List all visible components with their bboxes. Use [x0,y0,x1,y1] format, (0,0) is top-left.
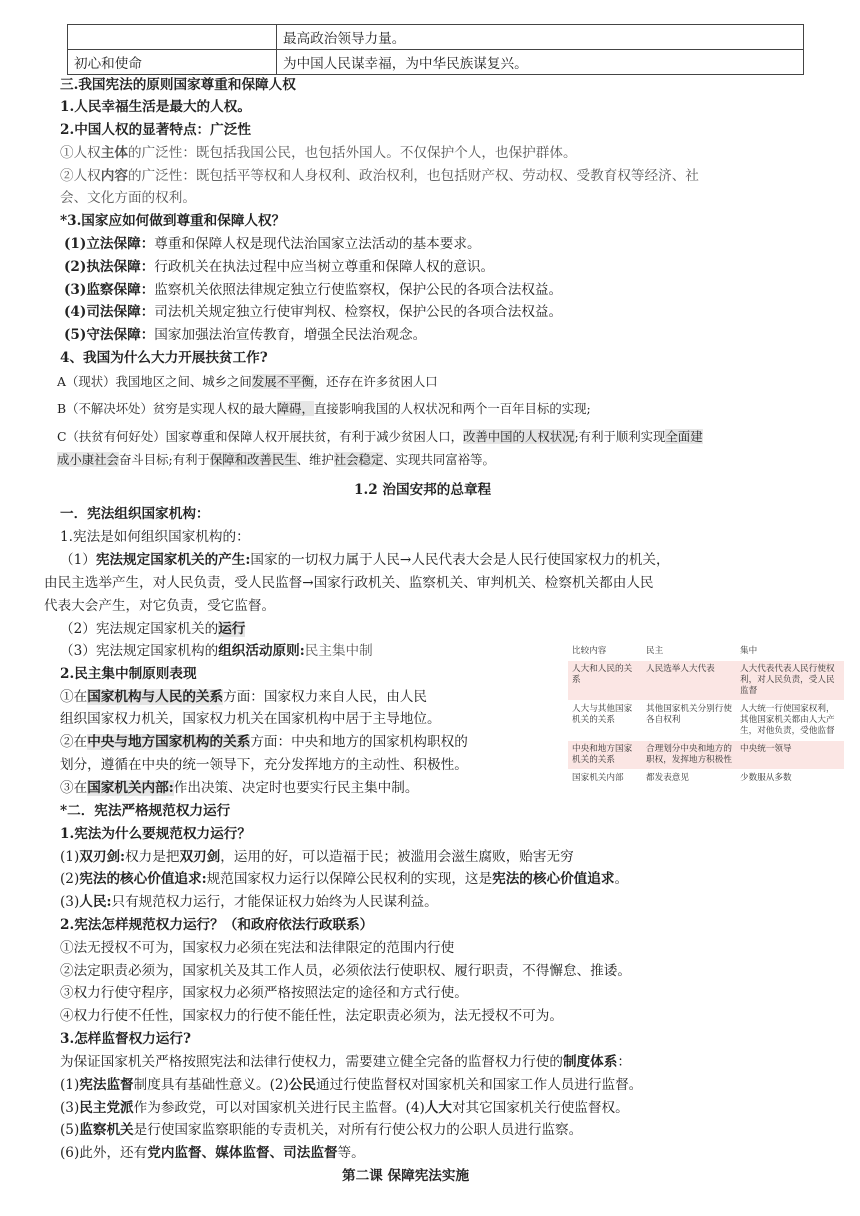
table-row [568,701,844,741]
t2-item-1: ①法无授权不可为，国家权力必须在宪法和法律限定的范围内行使 [60,940,455,956]
q2-item-3 [60,776,418,796]
text: 司法机关规定独立行使审判权、检察权，保护公民的各项合法权益。 [154,304,563,320]
text: 作为参政党，可以对国家机关进行民主监督。(4) [133,1100,425,1116]
q1-item-2 [60,617,245,637]
table-row [568,770,844,788]
t2-item-3: ③权力行使守程序，国家权力必须严格按照法定的途径和方式行使。 [60,985,468,1001]
keyword: 宪法的核心价值追求: [79,871,207,887]
q2-item-2-line2: 划分，遵循在中央的统一领导下，充分发挥地方的主动性、积极性。 [60,757,468,773]
table-cell: 最高政治领导力量。 [277,25,804,50]
table-cell: 中央统一领导 [736,741,844,770]
top-table [67,24,804,75]
highlight: 保障和改善民生 [209,452,297,467]
table-cell: 人大和人民的关系 [568,661,642,701]
text: 、维护 [296,452,334,467]
text: 通过行使监督权对国家机关和国家工作人员进行监督。 [316,1077,643,1093]
q3-item-3 [64,278,562,298]
text: 为保证国家机关严格按照宪法和法律行使权力，需要建立健全完备的监督权力行使的 [60,1054,563,1070]
keyword: 内容 [100,168,128,184]
text: 是行使国家监察职能的专责机关，对所有行使公权力的公职人员进行监察。 [133,1122,583,1138]
keyword: 国家机构与人民的关系 [87,689,224,705]
q2-item-2 [60,730,468,750]
keyword: 党内监督、媒体监督、司法监督 [147,1145,338,1161]
t1-item-3 [60,890,438,910]
keyword: (2)执法保障： [64,259,155,275]
keyword: (1)立法保障： [64,236,155,252]
table-header-row [568,643,844,661]
text: 。 [614,871,629,887]
t2-item-2: ②法定职责必须为，国家机关及其工作人员，必须依法行使职权、履行职责，不得懈怠、推诿。 [60,963,631,979]
highlight: 发展不平衡 [251,374,314,389]
t3-item-5 [60,1118,582,1138]
text: 只有规范权力运行，才能保证权力始终为人民谋利益。 [111,894,438,910]
q4-line-c2 [57,450,495,468]
keyword: 宪法规定国家机关的产生: [95,552,251,568]
q2-item-1 [60,685,427,705]
t3-item-3 [60,1096,629,1116]
keyword: 人大 [424,1100,452,1116]
table-cell: 少数服从多数 [736,770,844,788]
text: 对其它国家机关行使监督权。 [451,1100,629,1116]
comparison-table [568,643,844,788]
text: 国家加强法治宣传教育，增强全民法治观念。 [154,327,427,343]
question-4: 4、我国为什么大力开展扶贫工作? [60,350,268,366]
keyword: 运行 [218,621,246,637]
chapter-heading: 1.2 治国安邦的总章程 [354,482,492,498]
highlight: 改善中国的人权状况 [462,429,575,444]
keyword: 宪法监督 [79,1077,134,1093]
q3-item-5 [64,323,426,343]
text: ，还存在许多贫困人口 [313,374,438,389]
t1-item-2 [60,867,628,887]
keyword: 双刃剑: [79,849,126,865]
keyword: 国家机关内部: [87,780,174,796]
text: 权力是把 [125,849,180,865]
q1-item-3 [60,639,373,659]
q1-item-1 [60,548,670,568]
keyword: 中央与地方国家机构的关系 [87,734,251,750]
t3-item-1 [60,1073,642,1093]
text: （3）宪法规定国家机构的 [60,643,219,659]
highlight: 障碍， [276,401,314,416]
table-row [68,25,804,50]
q1-title: 1.宪法是如何组织国家机构的： [60,529,250,545]
table-cell: 人大与其他国家机关的关系 [568,701,642,741]
q4-line-c [57,427,703,445]
lesson-footer-heading: 第二课 保障宪法实施 [342,1168,470,1184]
text: 等。 [337,1145,365,1161]
keyword: 宪法的核心价值追求 [492,871,615,887]
point-2b [60,164,699,184]
keyword: (3)监察保障： [64,282,155,298]
keyword: 公民 [288,1077,317,1093]
text: 行政机关在执法过程中应当树立尊重和保障人权的意识。 [154,259,495,275]
text: (3) [60,1100,80,1116]
keyword: 人民: [79,894,112,910]
table-cell: 人民选举人大代表 [642,661,736,701]
q2-item-1-line2: 组织国家权力机关，国家权力机关在国家机构中居于主导地位。 [60,711,441,727]
table-cell: 为中国人民谋幸福，为中华民族谋复兴。 [277,50,804,75]
keyword: (4)司法保障： [64,304,155,320]
table-header-cell: 集中 [736,643,844,661]
highlight: 全面建 [665,429,703,444]
t2-title: 2.宪法怎样规范权力运行？（和政府依法行政联系） [60,917,374,933]
keyword: 民主党派 [79,1100,134,1116]
text: 监察机关依照法律规定独立行使监察权，保护公民的各项合法权益。 [154,282,563,298]
keyword: 组织活动原则: [218,643,305,659]
text: (1) [60,1077,80,1093]
text: 规范国家权力运行以保障公民权利的实现，这是 [206,871,493,887]
text: ①人权 [60,145,101,161]
text: (5) [60,1122,80,1138]
table-cell: 人大统一行使国家权利，其他国家机关都由人大产生，对他负责，受他监督 [736,701,844,741]
table-cell: 人大代表代表人民行使权利，对人民负责，受人民监督 [736,661,844,701]
q1-item-1-line3: 代表大会产生，对它负责，受它监督。 [44,598,276,614]
q2-title: 2.民主集中制原则表现 [60,666,197,682]
q1-item-1-line2: 由民主选举产生，对人民负责，受人民监督→国家行政机关、监察机关、审判机关、检察机关都由人民 [44,575,654,591]
text: ③在 [60,780,88,796]
table-row [568,741,844,770]
table-header-cell: 民主 [642,643,736,661]
text: C（扶贫有何好处）国家尊重和保障人权开展扶贫，有利于减少贫困人口， [57,429,463,444]
t2-item-4: ④权力行使不任性，国家权力的行使不能任性，法定职责必须为，法无授权不可为。 [60,1008,563,1024]
text: 方面：国家权力来自人民，由人民 [223,689,428,705]
text: A（现状）我国地区之间、城乡之间 [57,374,252,389]
point-2a [60,141,577,161]
question-3: *3.国家应如何做到尊重和保障人权？ [60,213,286,229]
section-heading: 三.我国宪法的原则国家尊重和保障人权 [60,77,296,93]
table-row [68,50,804,75]
text: ;有利于顺利实现 [574,429,666,444]
text: 尊重和保障人权是现代法治国家立法活动的基本要求。 [154,236,481,252]
text: ②在 [60,734,88,750]
text: 制度具有基础性意义。(2) [133,1077,289,1093]
table-cell [68,25,277,50]
text: 的广泛性：既包括我国公民，也包括外国人。不仅保护个人，也保护群体。 [127,145,577,161]
text: 奋斗目标;有利于 [118,452,210,467]
q3-item-1 [64,232,481,252]
keyword: 制度体系 [562,1054,618,1070]
text: （1） [60,552,96,568]
q4-line-b [57,399,591,417]
q4-line-a [57,372,438,390]
text: (1) [60,849,80,865]
section-one: 一．宪法组织国家机构： [60,506,210,522]
text: 民主集中制 [304,643,373,659]
text: (2) [60,871,80,887]
text: ，运用的好，可以造福于民；被滥用会滋生腐败，贻害无穷 [220,849,574,865]
q3-item-2 [64,255,494,275]
table-header-cell: 比较内容 [568,643,642,661]
highlight: 成小康社会 [57,452,119,467]
keyword: 主体 [100,145,128,161]
table-cell: 初心和使命 [68,50,277,75]
table-cell: 其他国家机关分别行使各自权利 [642,701,736,741]
table-cell: 都发表意见 [642,770,736,788]
text: ②人权 [60,168,101,184]
text: 、实现共同富裕等。 [383,452,495,467]
table-row [568,661,844,701]
keyword: 监察机关 [79,1122,134,1138]
section-two: *二．宪法严格规范权力运行 [60,803,231,819]
point-2b-cont: 会、文化方面的权利。 [60,190,196,206]
q3-item-4 [64,300,562,320]
text: (6)此外，还有 [60,1145,148,1161]
t1-item-1 [60,845,574,865]
text: ①在 [60,689,88,705]
t3-intro [60,1050,631,1070]
t3-item-6 [60,1141,365,1161]
text: （2）宪法规定国家机关的 [60,621,219,637]
highlight: 社会稳定 [333,452,384,467]
text: 的广泛性：既包括平等权和人身权利、政治权利，也包括财产权、劳动权、受教育权等经济、社 [127,168,699,184]
text: (3) [60,894,80,910]
point-1: 1.人民幸福生活是最大的人权。 [60,99,251,115]
table-cell: 中央和地方国家机关的关系 [568,741,642,770]
keyword: 双刃剑 [179,849,221,865]
text: 方面：中央和地方的国家机构职权的 [250,734,468,750]
text: 作出决策、决定时也要实行民主集中制。 [173,780,419,796]
text: 国家的一切权力属于人民→人民代表大会是人民行使国家权力的机关， [250,552,670,568]
point-2: 2.中国人权的显著特点：广泛性 [60,122,251,138]
table-cell: 合理划分中央和地方的职权，发挥地方积极性 [642,741,736,770]
text: B（不解决坏处）贫穷是实现人权的最大 [57,401,277,416]
keyword: (5)守法保障： [64,327,155,343]
text: ： [617,1054,631,1070]
t1-title: 1.宪法为什么要规范权力运行？ [60,826,251,842]
text: 直接影响我国的人权状况和两个一百年目标的实现; [313,401,591,416]
table-cell: 国家机关内部 [568,770,642,788]
t3-title: 3.怎样监督权力运行? [60,1031,191,1047]
